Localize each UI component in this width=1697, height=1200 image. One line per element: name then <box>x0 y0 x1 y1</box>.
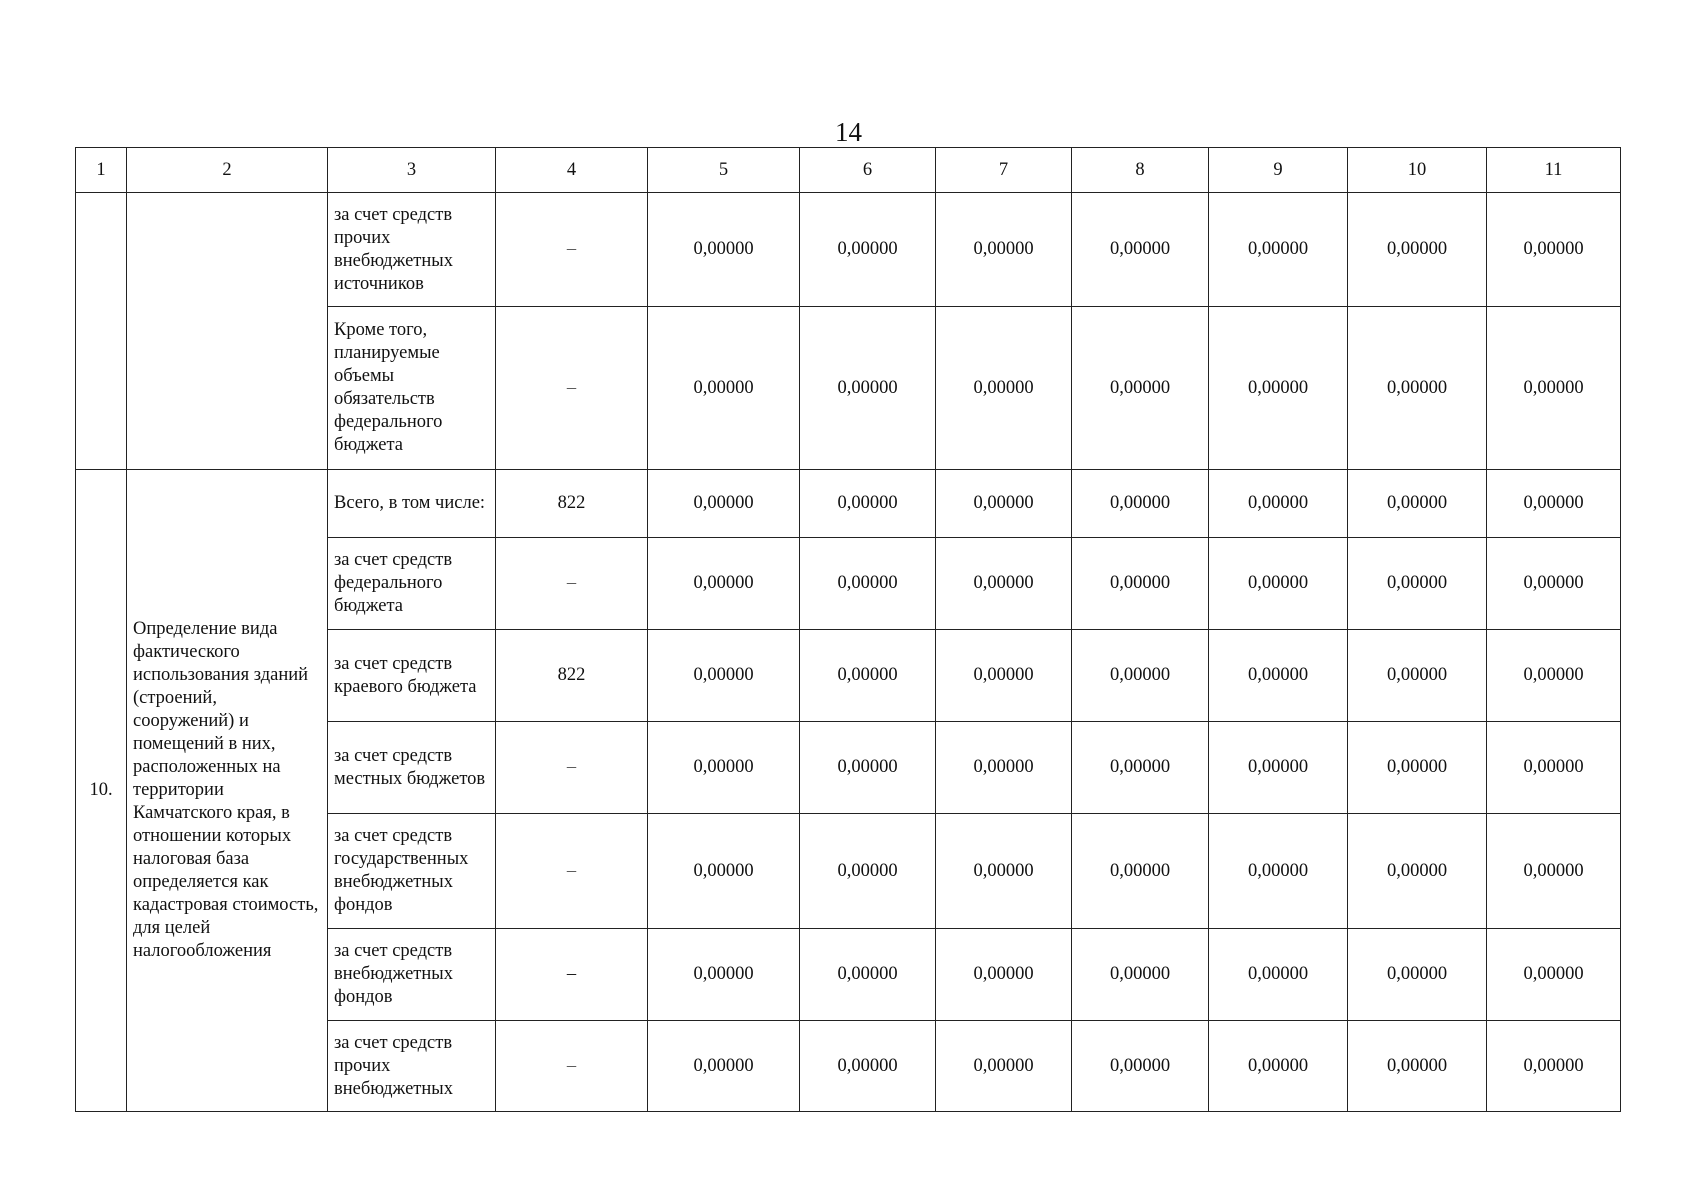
value-cell: 0,00000 <box>1487 722 1621 814</box>
budget-code-cell: 822 <box>496 470 648 538</box>
value-cell: 0,00000 <box>1487 538 1621 630</box>
funding-source-cell: за счет средств федерального бюджета <box>328 538 496 630</box>
budget-code-cell: 822 <box>496 630 648 722</box>
value-cell: 0,00000 <box>1487 193 1621 307</box>
value-cell: 0,00000 <box>936 929 1072 1021</box>
budget-table <box>75 147 1621 1112</box>
value-cell: 0,00000 <box>1209 538 1348 630</box>
column-header: 6 <box>800 148 936 193</box>
value-cell: 0,00000 <box>1348 814 1487 929</box>
value-cell: 0,00000 <box>936 814 1072 929</box>
value-cell: 0,00000 <box>936 630 1072 722</box>
value-cell: 0,00000 <box>800 814 936 929</box>
value-cell: 0,00000 <box>1072 538 1209 630</box>
column-header: 1 <box>76 148 127 193</box>
funding-source-cell: за счет средств государственных внебюджетных фондов <box>328 814 496 929</box>
value-cell: 0,00000 <box>936 193 1072 307</box>
column-header: 10 <box>1348 148 1487 193</box>
value-cell: 0,00000 <box>1348 193 1487 307</box>
column-header: 3 <box>328 148 496 193</box>
value-cell: 0,00000 <box>936 307 1072 470</box>
value-cell: 0,00000 <box>1348 929 1487 1021</box>
value-cell: 0,00000 <box>1072 722 1209 814</box>
funding-source-cell: Кроме того, планируемые объемы обязательств федерального бюджета <box>328 307 496 470</box>
budget-code-cell: – <box>496 538 648 630</box>
value-cell: 0,00000 <box>648 1021 800 1112</box>
value-cell: 0,00000 <box>800 193 936 307</box>
item-number-cell: 10. <box>76 470 127 1112</box>
budget-code-cell: – <box>496 929 648 1021</box>
value-cell: 0,00000 <box>1487 307 1621 470</box>
value-cell: 0,00000 <box>936 1021 1072 1112</box>
value-cell: 0,00000 <box>800 929 936 1021</box>
funding-source-cell: за счет средств внебюджетных фондов <box>328 929 496 1021</box>
value-cell: 0,00000 <box>1209 470 1348 538</box>
value-cell: 0,00000 <box>936 538 1072 630</box>
column-header: 8 <box>1072 148 1209 193</box>
item-name-cell <box>127 193 328 470</box>
value-cell: 0,00000 <box>648 470 800 538</box>
value-cell: 0,00000 <box>1072 307 1209 470</box>
value-cell: 0,00000 <box>648 814 800 929</box>
value-cell: 0,00000 <box>1487 814 1621 929</box>
column-header: 11 <box>1487 148 1621 193</box>
value-cell: 0,00000 <box>936 470 1072 538</box>
value-cell: 0,00000 <box>648 193 800 307</box>
value-cell: 0,00000 <box>1348 630 1487 722</box>
value-cell: 0,00000 <box>1072 470 1209 538</box>
value-cell: 0,00000 <box>648 307 800 470</box>
budget-code-cell: – <box>496 307 648 470</box>
value-cell: 0,00000 <box>1487 1021 1621 1112</box>
value-cell: 0,00000 <box>1072 630 1209 722</box>
value-cell: 0,00000 <box>1487 470 1621 538</box>
column-number-row <box>76 148 1621 193</box>
value-cell: 0,00000 <box>648 929 800 1021</box>
column-header: 7 <box>936 148 1072 193</box>
value-cell: 0,00000 <box>1348 470 1487 538</box>
value-cell: 0,00000 <box>800 538 936 630</box>
column-header: 4 <box>496 148 648 193</box>
value-cell: 0,00000 <box>936 722 1072 814</box>
budget-code-cell: – <box>496 1021 648 1112</box>
value-cell: 0,00000 <box>1072 1021 1209 1112</box>
value-cell: 0,00000 <box>1209 814 1348 929</box>
value-cell: 0,00000 <box>1209 307 1348 470</box>
page-number: 14 <box>835 117 862 147</box>
value-cell: 0,00000 <box>800 307 936 470</box>
value-cell: 0,00000 <box>1348 1021 1487 1112</box>
value-cell: 0,00000 <box>800 1021 936 1112</box>
column-header: 2 <box>127 148 328 193</box>
column-header: 5 <box>648 148 800 193</box>
value-cell: 0,00000 <box>1487 929 1621 1021</box>
value-cell: 0,00000 <box>1348 722 1487 814</box>
value-cell: 0,00000 <box>648 630 800 722</box>
funding-source-cell: Всего, в том числе: <box>328 470 496 538</box>
value-cell: 0,00000 <box>648 538 800 630</box>
value-cell: 0,00000 <box>1072 814 1209 929</box>
value-cell: 0,00000 <box>1209 630 1348 722</box>
value-cell: 0,00000 <box>1072 929 1209 1021</box>
budget-code-cell: – <box>496 814 648 929</box>
funding-source-cell: за счет средств прочих внебюджетных <box>328 1021 496 1112</box>
funding-source-cell: за счет средств прочих внебюджетных источников <box>328 193 496 307</box>
value-cell: 0,00000 <box>1487 630 1621 722</box>
table-row <box>76 470 1621 538</box>
value-cell: 0,00000 <box>1209 722 1348 814</box>
value-cell: 0,00000 <box>800 630 936 722</box>
value-cell: 0,00000 <box>800 470 936 538</box>
value-cell: 0,00000 <box>1209 1021 1348 1112</box>
value-cell: 0,00000 <box>1072 193 1209 307</box>
funding-source-cell: за счет средств местных бюджетов <box>328 722 496 814</box>
value-cell: 0,00000 <box>1348 307 1487 470</box>
funding-source-cell: за счет средств краевого бюджета <box>328 630 496 722</box>
table-row <box>76 193 1621 307</box>
value-cell: 0,00000 <box>648 722 800 814</box>
value-cell: 0,00000 <box>1348 538 1487 630</box>
budget-code-cell: – <box>496 193 648 307</box>
value-cell: 0,00000 <box>1209 929 1348 1021</box>
item-name-cell: Определение вида фактического использования зданий (строений, сооружений) и помещений в них, расположенных на территории Камчатского края, в отношении которых налоговая база определяется как кадастровая стоимость, для целей налогообложения <box>127 470 328 1112</box>
item-number-cell <box>76 193 127 470</box>
value-cell: 0,00000 <box>800 722 936 814</box>
column-header: 9 <box>1209 148 1348 193</box>
budget-code-cell: – <box>496 722 648 814</box>
value-cell: 0,00000 <box>1209 193 1348 307</box>
